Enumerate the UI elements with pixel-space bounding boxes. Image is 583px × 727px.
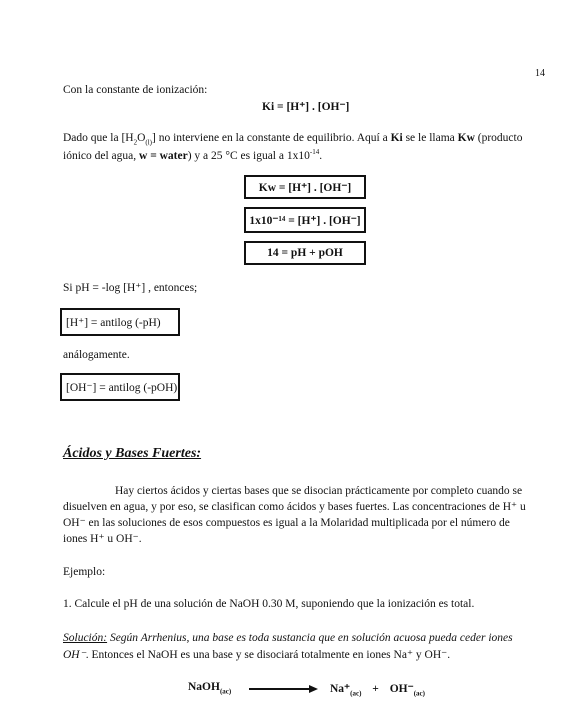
p1-sup-exp: -14 xyxy=(309,148,320,156)
p1-kw: Kw xyxy=(457,132,475,144)
analogamente-text: análogamente. xyxy=(63,349,130,361)
paragraph-kw-line1 xyxy=(63,132,553,146)
solution-text-2: . Entonces el NaOH es una base y se disociará totalmente en iones Na⁺ y OH⁻. xyxy=(85,649,451,661)
problem-1: 1. Calcule el pH de una solución de NaOH 0.30 M, suponiendo que la ionización es total. xyxy=(63,598,475,610)
p1-line2-a: iónico del agua, xyxy=(63,149,140,162)
paragraph2-line1: Hay ciertos ácidos y ciertas bases que se disocian prácticamente por completo cuando se xyxy=(115,485,523,497)
reaction-products xyxy=(330,681,425,697)
p1-text-a: Dado que la [H xyxy=(63,132,134,144)
paragraph2-line4: iones H⁺ u OH⁻. xyxy=(63,533,142,545)
ejemplo-label: Ejemplo: xyxy=(63,566,106,578)
solution-line1 xyxy=(63,630,547,646)
solution-text-1: Según Arrhenius, una base es toda sustancia que en solución acuosa pueda ceder iones xyxy=(107,632,513,644)
reaction-reactant xyxy=(188,681,231,695)
product2-formula: OH⁻ xyxy=(389,683,414,695)
p1-line2-b: ) y a 25 °C es igual a 1x10 xyxy=(187,149,310,162)
arrow-right-icon xyxy=(309,685,318,693)
p1-text-b: ] no interviene en la constante de equilibrio. Aquí a xyxy=(152,132,391,144)
p1-line2-c: . xyxy=(319,149,323,162)
box-antilog-h: [H⁺] = antilog (-pH) xyxy=(60,308,180,336)
box-kw-value: 1x10⁻¹⁴ = [H⁺] . [OH⁻] xyxy=(244,207,366,233)
box-antilog-oh: [OH⁻] = antilog (-pOH) xyxy=(60,373,180,401)
p1-text-o: O xyxy=(137,132,146,144)
reactant-state: (ac) xyxy=(219,687,232,696)
reactant-formula: NaOH xyxy=(188,681,220,693)
reaction-arrow-line xyxy=(249,688,311,690)
paragraph-kw-line2 xyxy=(63,148,322,162)
solution-line2 xyxy=(63,647,450,661)
section-title: Ácidos y Bases Fuertes: xyxy=(63,446,202,461)
p1-sub-2: 2 xyxy=(133,138,138,147)
ki-equation: Ki = [H⁺] . [OH⁻] xyxy=(262,101,350,113)
product2-state: (ac) xyxy=(413,689,425,698)
p1-sub-l: (l) xyxy=(145,138,152,147)
product1-state: (ac) xyxy=(350,689,362,698)
paragraph2-line2: disuelven en agua, y por eso, se clasifican como ácidos y bases fuertes. Las concentraciones de H⁺ u xyxy=(63,501,526,513)
page-number: 14 xyxy=(535,68,545,79)
si-ph-text: Si pH = -log [H⁺] , entonces; xyxy=(63,282,198,294)
reaction-plus: + xyxy=(372,683,379,695)
p1-text-c: se le llama xyxy=(402,132,458,144)
p1-ki: Ki xyxy=(390,132,403,144)
p1-w-eq: w = water xyxy=(139,149,188,162)
solution-oh: OH⁻ xyxy=(63,649,86,661)
box-ph-poh: 14 = pH + pOH xyxy=(244,241,366,265)
p1-text-d: (producto xyxy=(474,132,523,144)
paragraph2-line3: OH⁻ en las soluciones de esos compuestos es igual a la Molaridad multiplicada por el número de xyxy=(63,517,510,529)
product1-formula: Na⁺ xyxy=(330,683,351,695)
solution-label: Solución: xyxy=(63,632,108,644)
intro-text: Con la constante de ionización: xyxy=(63,84,208,96)
box-kw: Kw = [H⁺] . [OH⁻] xyxy=(244,175,366,199)
